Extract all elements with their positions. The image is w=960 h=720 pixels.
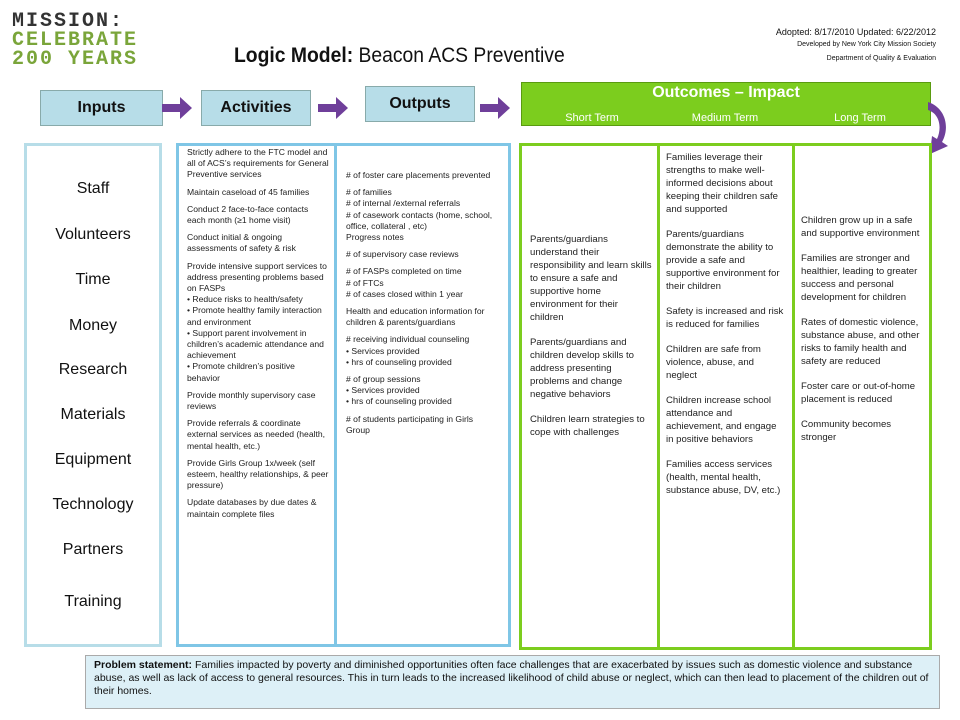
activity-bullet: • Promote healthy family interaction and environment	[187, 305, 322, 327]
output-item: # of group sessions	[346, 374, 421, 385]
activities-header: Activities	[201, 90, 311, 126]
long-term-outcome: Foster care or out-of-home placement is reduced	[801, 381, 916, 405]
title-rest: Beacon ACS Preventive	[353, 44, 565, 67]
medium-term-column	[666, 151, 786, 509]
outputs-column	[346, 170, 496, 442]
output-item: # of FASPs completed on time	[346, 266, 462, 277]
inputs-header: Inputs	[40, 90, 163, 126]
output-bullet: • hrs of counseling provided	[346, 396, 452, 407]
medium-term-outcome: Children increase school attendance and achievement, and engage in positive behaviors	[666, 395, 777, 445]
short-term-outcome: Parents/guardians and children develop skills to address presenting problems and change negative behaviors	[530, 337, 634, 400]
output-item: # of students participating in Girls Group	[346, 413, 474, 435]
meta-department: Department of Quality & Evaluation	[826, 55, 936, 62]
output-item: # receiving individual counseling	[346, 334, 470, 345]
activity-item: Update databases by due dates & maintain complete files	[187, 497, 317, 519]
short-term-label: Short Term	[565, 112, 619, 124]
outcomes-box	[519, 143, 932, 650]
activities-column	[187, 147, 329, 526]
column-divider	[334, 146, 337, 644]
logo-line-1: MISSION:	[12, 10, 125, 33]
short-term-outcome: Parents/guardians understand their responsibility and learn skills to ensure a safe and supportive home environment for their children	[530, 234, 652, 323]
output-bullet: • Services provided	[346, 385, 420, 396]
column-divider	[657, 146, 660, 647]
input-item: Staff	[76, 180, 110, 197]
medium-term-outcome: Safety is increased and risk is reduced for families	[666, 306, 784, 330]
input-item: Research	[58, 361, 128, 378]
input-item: Equipment	[54, 451, 132, 468]
short-term-column	[530, 233, 652, 451]
output-item: # of families	[346, 187, 392, 198]
arrow-right-icon	[318, 97, 348, 119]
activity-item: Maintain caseload of 45 families	[187, 186, 310, 197]
logo-line-3: 200 YEARS	[12, 48, 139, 71]
output-item: Health and education information for children & parents/guardians	[346, 306, 485, 328]
activity-item: Strictly adhere to the FTC model and all of ACS’s requirements for General Preventive services	[187, 147, 329, 180]
long-term-outcome: Community becomes stronger	[801, 419, 892, 443]
page-title	[234, 44, 565, 68]
document-meta	[776, 26, 936, 66]
long-term-label: Long Term	[834, 112, 886, 124]
activity-bullet: • Reduce risks to health/safety	[187, 294, 303, 305]
inputs-column	[24, 143, 162, 647]
column-divider	[792, 146, 795, 647]
logo-line-2: CELEBRATE	[12, 29, 139, 52]
activity-bullet: • Support parent involvement in children’s academic attendance and achievement	[187, 327, 324, 361]
arrow-right-icon	[162, 97, 192, 119]
output-bullet: • Services provided	[346, 345, 420, 356]
output-item: # of cases closed within 1 year	[346, 288, 464, 299]
long-term-column	[801, 214, 925, 456]
input-item: Materials	[60, 406, 126, 423]
output-item: # of casework contacts (home, school, office, collateral , etc)	[346, 209, 493, 231]
input-item: Volunteers	[55, 226, 131, 243]
output-item: # of FTCs	[346, 277, 384, 288]
activity-bullet: • Promote children’s positive behavior	[187, 361, 295, 383]
medium-term-label: Medium Term	[691, 112, 759, 124]
input-item: Time	[75, 271, 111, 288]
output-item: # of foster care placements prevented	[346, 170, 491, 180]
meta-dates: Adopted: 8/17/2010 Updated: 6/22/2012	[775, 27, 936, 37]
activity-item: Provide referrals & coordinate external services as needed (health, mental health, etc.)	[187, 418, 326, 451]
activity-item: Provide intensive support services to address presenting problems based on FASPs	[187, 260, 327, 294]
input-item: Training	[64, 593, 122, 610]
output-item: # of internal /external referrals	[346, 198, 461, 209]
medium-term-outcome: Families access services (health, mental health, substance abuse, DV, etc.)	[666, 459, 781, 496]
output-item: # of supervisory case reviews	[346, 249, 459, 260]
problem-text: Families impacted by poverty and diminished opportunities often face challenges that are exacerbated by issues such as domestic violence and substance abuse, as well as lack of access to general resources. This in turn leads to the increased likelihood of child abuse or neglect, which can then lead to placement of the children out of their homes.	[94, 659, 929, 697]
title-bold: Logic Model:	[234, 44, 354, 67]
problem-label: Problem statement:	[94, 659, 193, 671]
input-item: Money	[68, 317, 118, 334]
medium-term-outcome: Parents/guardians demonstrate the ability to provide a safe and supportive environment for their children	[666, 229, 780, 292]
outcomes-title: Outcomes – Impact	[652, 84, 800, 101]
output-item: Progress notes	[346, 232, 404, 243]
problem-statement	[85, 655, 940, 709]
short-term-outcome: Children learn strategies to cope with challenges	[530, 414, 645, 438]
activity-item: Conduct initial & ongoing assessments of safety & risk	[187, 232, 296, 254]
activity-item: Conduct 2 face-to-face contacts each month (≥1 home visit)	[187, 203, 309, 226]
input-item: Partners	[62, 541, 124, 558]
mission-logo	[12, 12, 138, 69]
activities-outputs-box	[176, 143, 511, 647]
activity-item: Provide Girls Group 1x/week (self esteem, healthy relationships, & peer pressure)	[187, 457, 329, 491]
long-term-outcome: Children grow up in a safe and supportive environment	[801, 215, 920, 239]
outcomes-impact-header	[521, 82, 931, 126]
arrow-right-icon	[480, 97, 510, 119]
activity-item: Provide monthly supervisory case reviews	[187, 389, 316, 412]
outputs-header: Outputs	[365, 86, 475, 122]
input-item: Technology	[52, 496, 134, 513]
medium-term-outcome: Families leverage their strengths to make well-informed decisions about keeping their children safe and supported	[666, 152, 778, 215]
long-term-outcome: Families are stronger and healthier, leading to greater success and personal development for children	[801, 253, 918, 303]
long-term-outcome: Rates of domestic violence, substance abuse, and other risks to family health and safety are reduced	[801, 317, 920, 367]
medium-term-outcome: Children are safe from violence, abuse, and neglect	[666, 344, 761, 381]
output-bullet: • hrs of counseling provided	[346, 356, 452, 367]
meta-developed: Developed by New York City Mission Society	[797, 41, 936, 48]
